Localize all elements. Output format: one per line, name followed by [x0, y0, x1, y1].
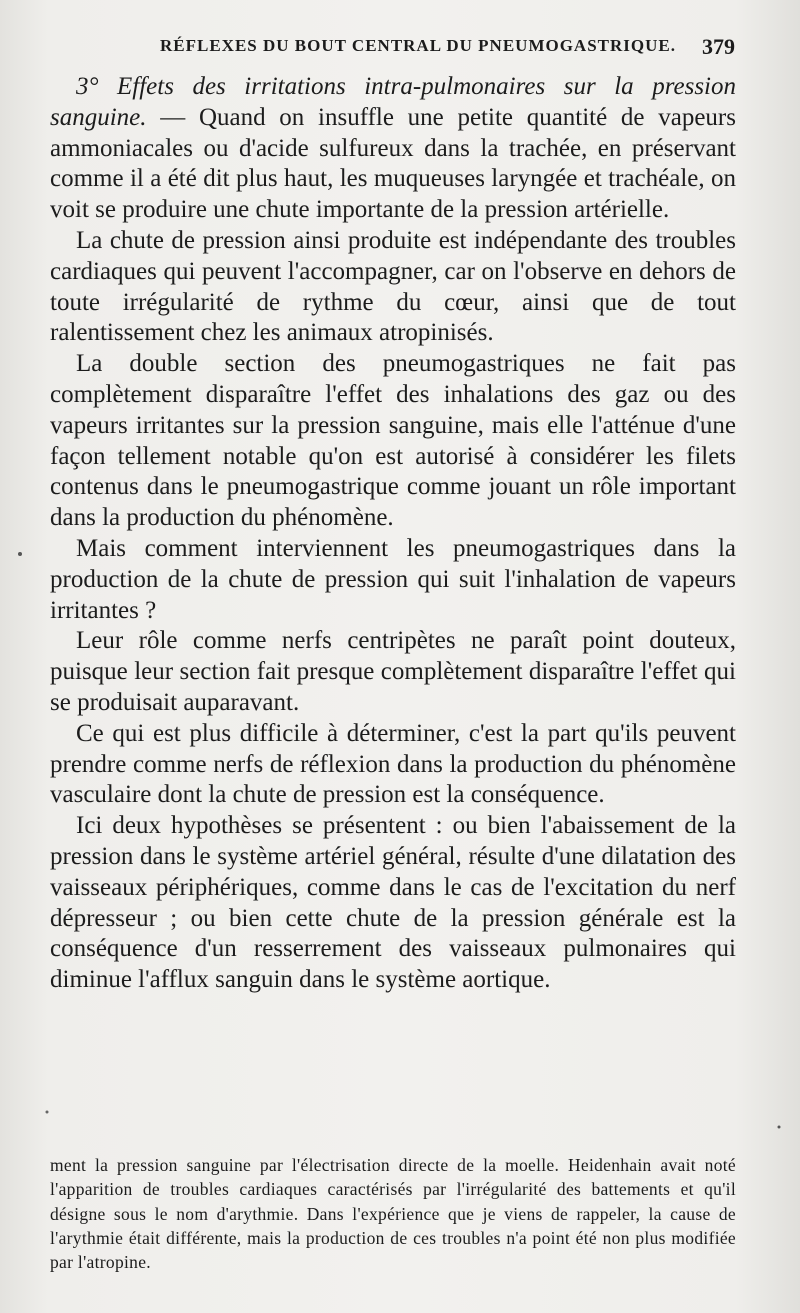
section-lead-text: — Quand on insuffle une petite quantité de vapeurs ammoniacales ou d'acide sulfureux dans la trachée, en préservant comme il a été dit plus haut, les muqueuses laryngée et trachéale, on voit se produire une chute importante de la pression artérielle. — [50, 103, 736, 224]
ink-speck — [46, 1111, 49, 1114]
ink-speck — [778, 1126, 781, 1129]
paragraph: La chute de pression ainsi produite est indépendante des troubles cardiaques qui peuvent l'accompagner, car on l'observe en dehors de toute irrégularité de rythme du cœur, ainsi que de tout ralentissement chez les animaux atropinisés. — [50, 226, 736, 347]
running-title: RÉFLEXES DU BOUT CENTRAL DU PNEUMOGASTRIQUE. — [160, 36, 676, 55]
paragraph: Ici deux hypothèses se présentent : ou bien l'abaissement de la pression dans le système artériel général, résulte d'une dilatation des vaisseaux périphériques, comme dans le cas de l'excitation du nerf dépresseur ; ou bien cette chute de la pression générale est la conséquence d'un resserrement des vaisseaux pulmonaires qui diminue l'afflux sanguin dans le système aortique. — [50, 812, 736, 994]
paragraph: Mais comment interviennent les pneumogastriques dans la production de la chute de pression qui suit l'inhalation de vapeurs irritantes ? — [50, 534, 736, 624]
paragraph: Ce qui est plus difficile à déterminer, c'est la part qu'ils peuvent prendre comme nerfs de réflexion dans la production du phénomène vasculaire dont la chute de pression est la conséquence. — [50, 719, 736, 809]
ink-speck — [18, 552, 22, 556]
section-heading: 3° Effets des irritations intra-pulmonaires sur la pression sanguine. — [50, 73, 736, 131]
paragraph: La double section des pneumogastriques ne fait pas complètement disparaître l'effet des inhalations des gaz ou des vapeurs irritantes sur la pression sanguine, mais elle l'atténue d'une façon tellement notable qu'on est autorisé à considérer les filets contenus dans le pneumogastrique comme jouant un rôle important dans la production du phénomène. — [50, 350, 736, 532]
paragraph: Leur rôle comme nerfs centripètes ne paraît point douteux, puisque leur section fait presque complètement disparaître l'effet qui se produisait auparavant. — [50, 627, 736, 716]
footnote-text: ment la pression sanguine par l'électrisation directe de la moelle. Heidenhain avait noté l'apparition de troubles cardiaques caractérisés par l'irrégularité des battements et qu'il désigne sous le nom d'arythmie. Dans l'expérience que je viens de rappeler, la cause de l'arythmie était différente, mais la production de ces troubles n'a point été non plus modifiée par l'atropine. — [50, 1155, 736, 1273]
page-number: 379 — [702, 34, 735, 59]
